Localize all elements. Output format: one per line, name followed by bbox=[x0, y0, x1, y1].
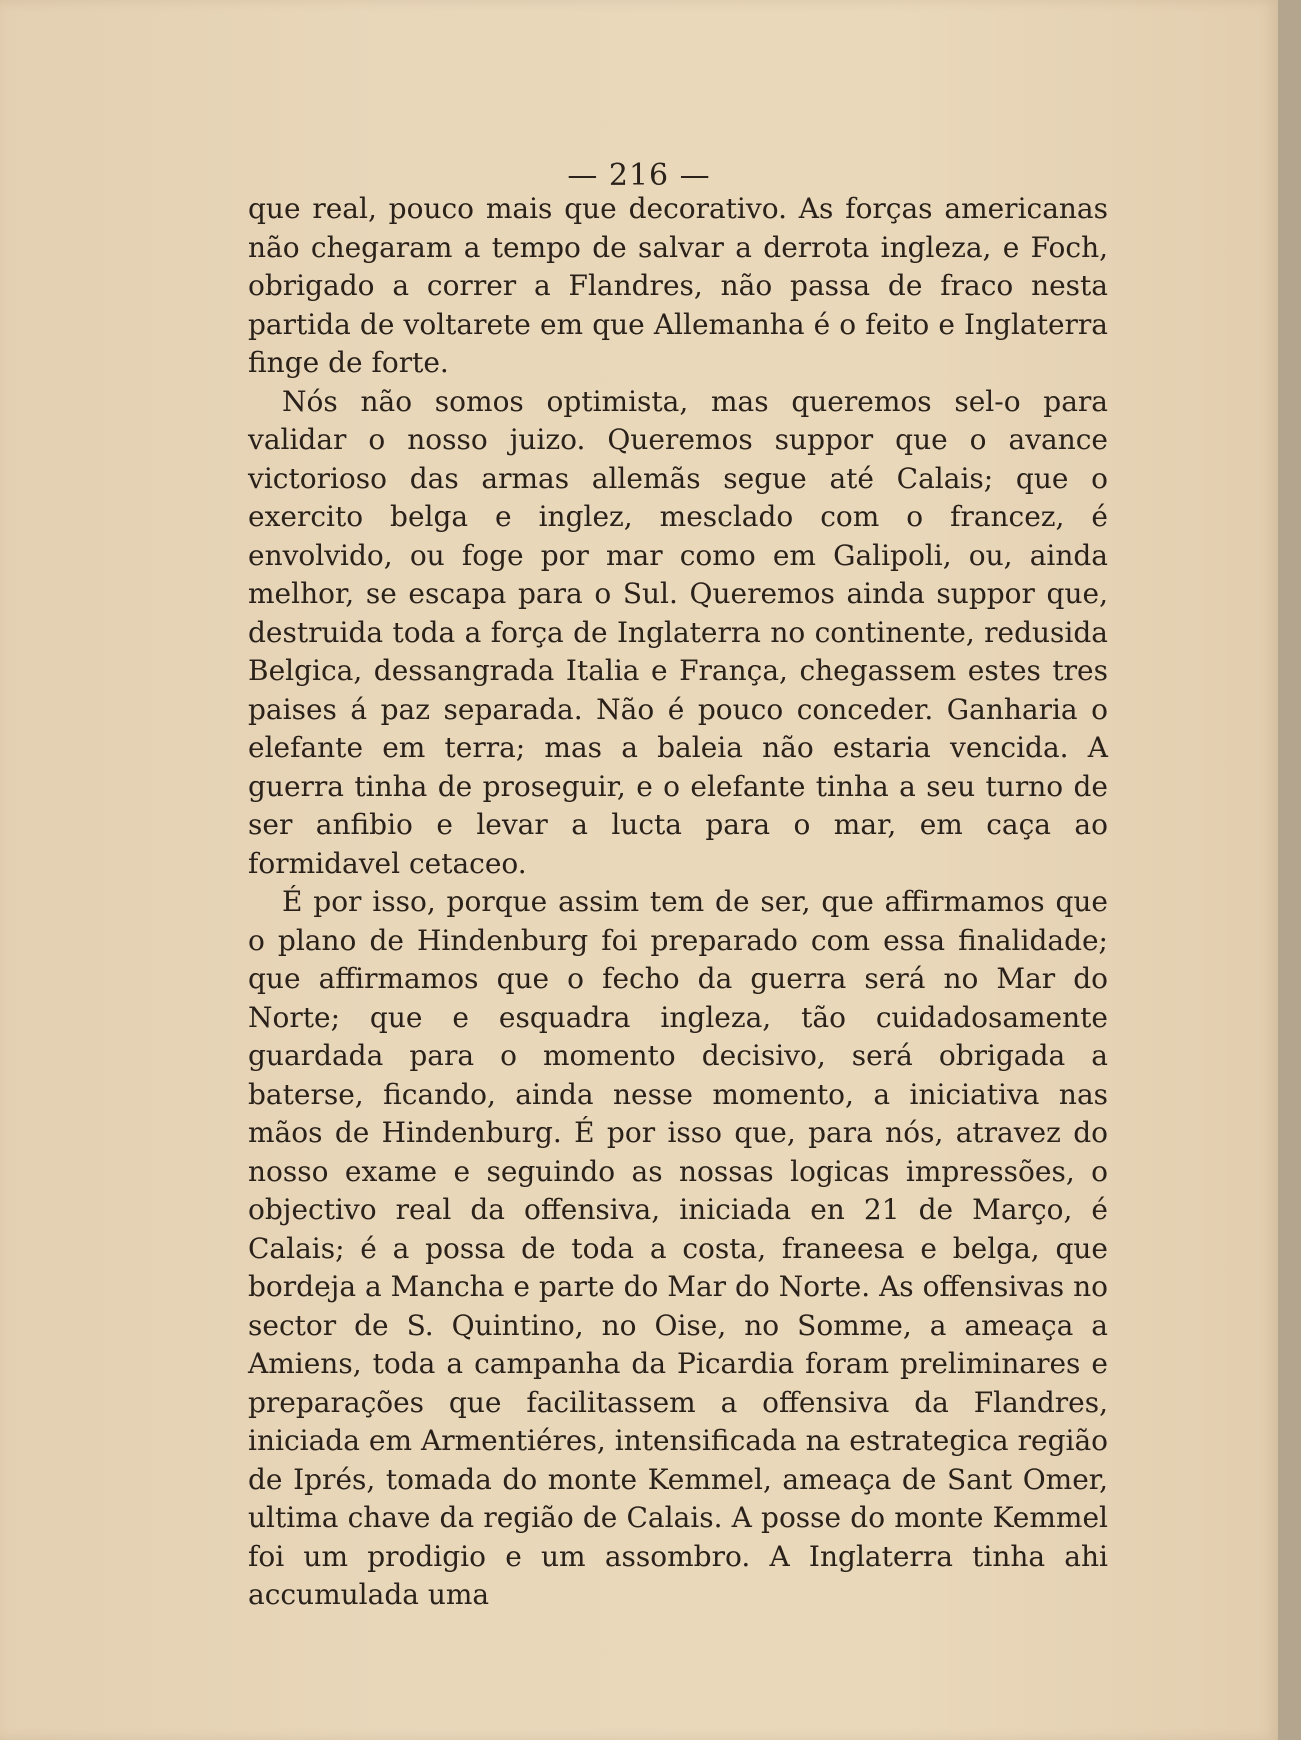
paragraph: Nós não somos optimista, mas queremos sel-o para validar o nosso juizo. Queremos suppor que o avance victorioso das armas allemãs segue até Calais; que o exercito belga e inglez, mesclado com o francez, é envolvido, ou foge por mar como em Galipoli, ou, ainda melhor, se escapa para o Sul. Queremos ainda suppor que, destruida toda a força de Inglaterra no continente, redusida Belgica, dessangrada Italia e França, chegassem estes tres paises á paz separada. Não é pouco conceder. Ganharia o elefante em terra; mas a baleia não estaria vencida. A guerra tinha de proseguir, e o elefante tinha a seu turno de ser anfibio e levar a lucta para o mar, em caça ao formidavel cetaceo. bbox=[248, 384, 1108, 880]
paragraph: É por isso, porque assim tem de ser, que affirmamos que o plano de Hindenburg foi preparado com essa finalidade; que affirmamos que o fecho da guerra será no Mar do Norte; que e esquadra ingleza, tão cuidadosamente guardada para o momento decisivo, será obrigada a baterse, ficando, ainda nesse momento, a iniciativa nas mãos de Hindenburg. É por isso que, para nós, atravez do nosso exame e seguindo as nossas logicas impressões, o objectivo real da offensiva, iniciada en 21 de Março, é Calais; é a possa de toda a costa, franeesa e belga, que bordeja a Mancha e parte do Mar do Norte. As offensivas no sector de S. Quintino, no Oise, no Somme, a ameaça a Amiens, toda a campanha da Picardia foram preliminares e preparações que facilitassem a offensiva da Flandres, iniciada em Armentiéres, intensificada na estrategica região de Iprés, tomada do monte Kemmel, ameaça de Sant Omer, ultima chave da região de Calais. A posse do monte Kemmel foi um prodigio e um assombro. A Inglaterra tinha ahi accumulada uma bbox=[248, 885, 1108, 1611]
paragraph: que real, pouco mais que decorativo. As forças americanas não chegaram a tempo de salvar a derrota ingleza, e Foch, obrigado a correr a Flandres, não passa de fraco nesta partida de voltarete em que Allemanha é o feito e Inglaterra finge de forte. bbox=[248, 192, 1108, 379]
page-number: — 216 — bbox=[567, 158, 711, 193]
body-text bbox=[248, 190, 1108, 1615]
page-edge bbox=[1278, 0, 1301, 1740]
